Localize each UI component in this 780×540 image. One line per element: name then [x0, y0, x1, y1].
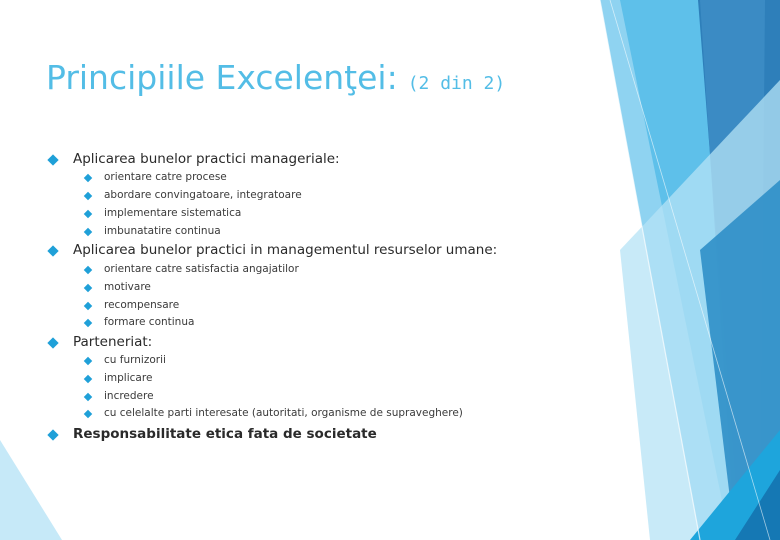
slide-title: [46, 58, 505, 97]
slide-title-main: Principiile Excelenţei:: [46, 58, 398, 97]
slide-title-suffix: (2 din 2): [407, 73, 506, 94]
